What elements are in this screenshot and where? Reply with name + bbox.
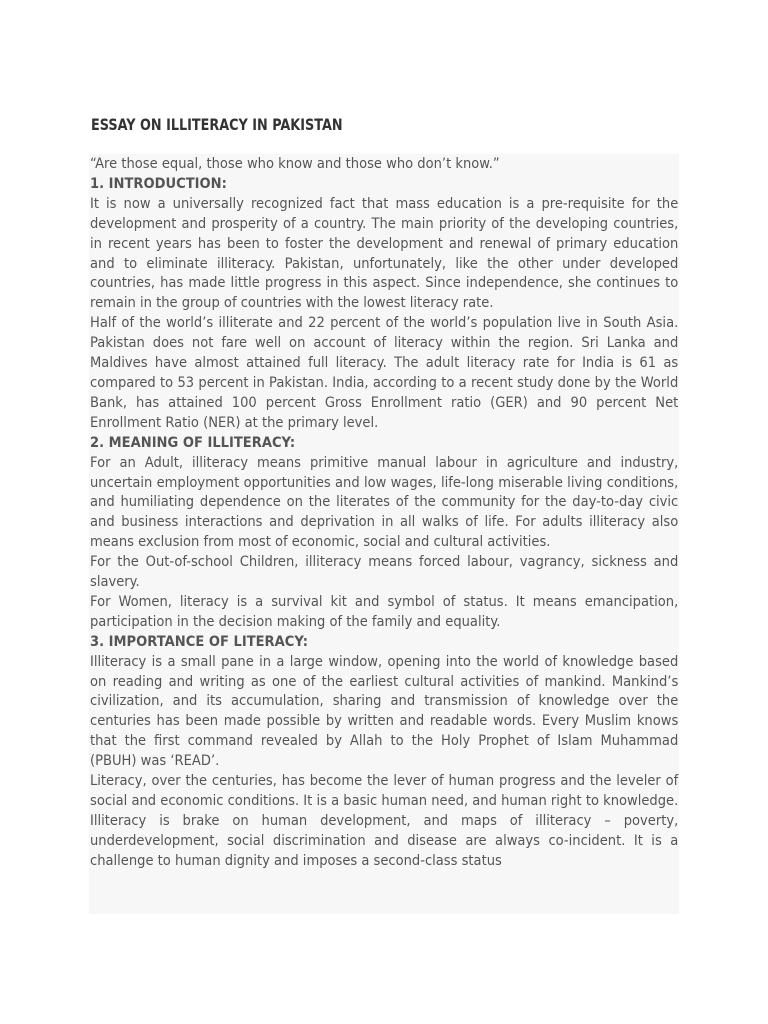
paragraph: For Women, literacy is a survival kit and symbol of status. It means emancipation, participation in the decision making of the family and equality. bbox=[90, 593, 679, 630]
essay-body bbox=[89, 154, 679, 914]
paragraph: For an Adult, illiteracy means primitive manual labour in agriculture and industry, uncertain employment opportunities and low wages, life-long miserable living conditions, and humiliating dependence on the literates of the community for the day-to-day civic and business interactions and deprivation in all walks of life. For adults illiteracy also means exclusion from most of economic, social and cultural activities. bbox=[90, 454, 679, 551]
paragraph: Half of the world’s illiterate and 22 percent of the world’s population live in South Asia. Pakistan does not fare well on account of literacy within the region. Sri Lanka and Maldives have almost attained full literacy. The adult literacy rate for India is 61 as compared to 53 percent in Pakistan. India, according to a recent study done by the World Bank, has attained 100 percent Gross Enrollment ratio (GER) and 90 percent Net Enrollment Ratio (NER) at the primary level. bbox=[90, 315, 679, 431]
paragraph: Literacy, over the centuries, has become the lever of human progress and the leveler of social and economic conditions. It is a basic human need, and human right to knowledge. Illiteracy is brake on human development, and maps of illiteracy – poverty, underdevelopment, social discrimination and disease are always co-incident. It is a challenge to human dignity and imposes a second-class status bbox=[90, 773, 679, 869]
paragraph: Illiteracy is a small pane in a large window, opening into the world of knowledge based on reading and writing as one of the earliest cultural activities of mankind. Mankind’s civilization, and its accumulation, sharing and transmission of knowledge over the centuries has been made possible by written and readable words. Every Muslim knows that the first command revealed by Allah to the Holy Prophet of Islam Muhammad (PBUH) was ‘READ’. bbox=[90, 653, 679, 770]
section-heading-introduction: 1. INTRODUCTION: bbox=[90, 175, 227, 192]
section-heading-meaning: 2. MEANING OF ILLITERACY: bbox=[90, 434, 296, 451]
paragraph: For the Out-of-school Children, illiteracy means forced labour, vagrancy, sickness and slavery. bbox=[90, 554, 679, 591]
page-title: ESSAY ON ILLITERACY IN PAKISTAN bbox=[91, 115, 343, 134]
section-heading-importance: 3. IMPORTANCE OF LITERACY: bbox=[90, 633, 308, 650]
paragraph: It is now a universally recognized fact that mass education is a pre-requisite for the development and prosperity of a country. The main priority of the developing countries, in recent years has been to foster the development and renewal of primary education and to eliminate illiteracy. Pakistan, unfortunately, like the other under developed countries, has made little progress in this aspect. Since independence, she continues to remain in the group of countries with the lowest literacy rate. bbox=[90, 195, 679, 312]
opening-quote: “Are those equal, those who know and those who don’t know.” bbox=[90, 156, 500, 172]
